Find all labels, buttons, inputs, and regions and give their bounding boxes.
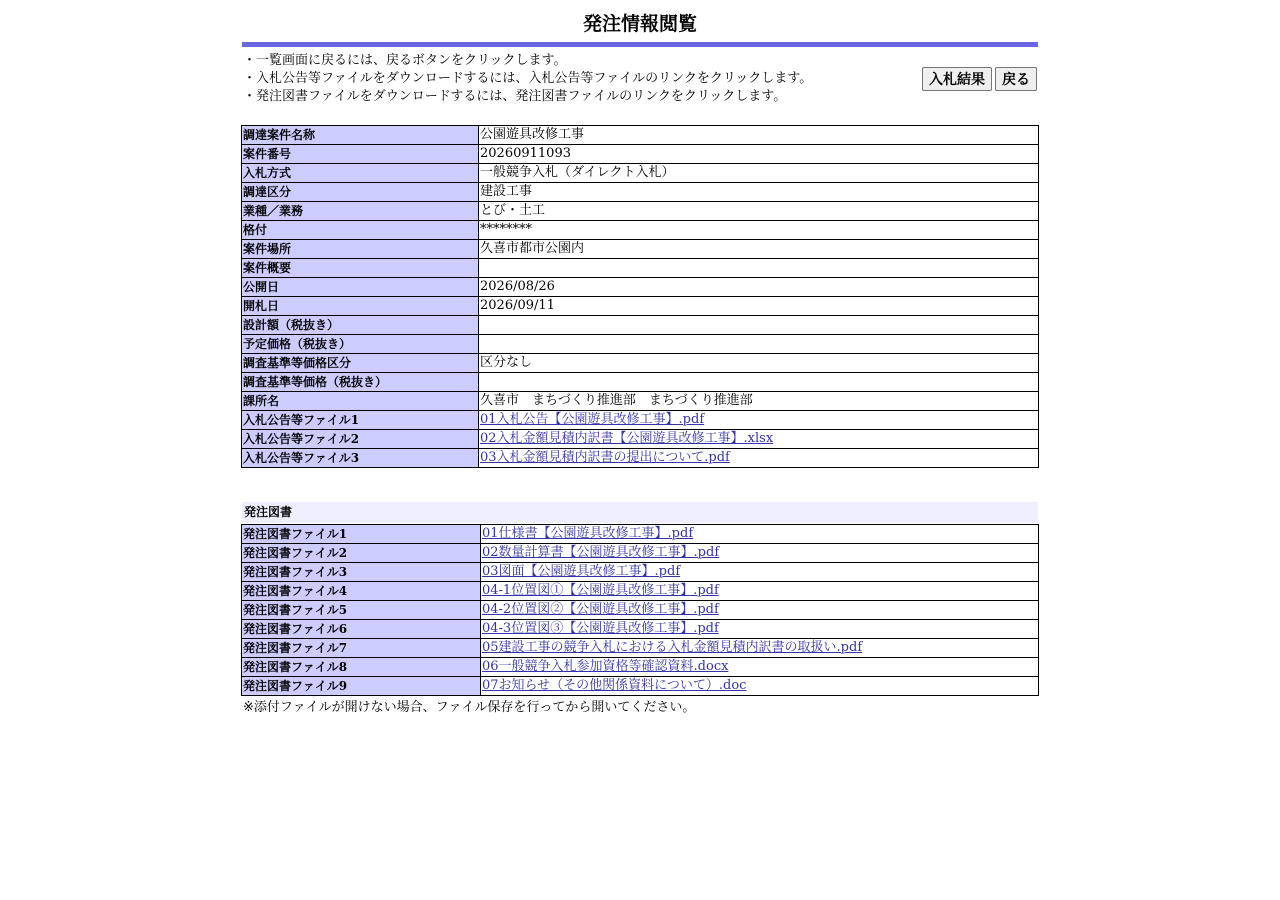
planned-price-value (479, 335, 1039, 354)
row-label: 発注図書ファイル6 (242, 620, 481, 639)
industry-value: とび・土工 (479, 202, 1039, 221)
row-label: 予定価格（税抜き） (242, 335, 479, 354)
table-row (242, 221, 1039, 240)
row-label: 入札方式 (242, 164, 479, 183)
row-label: 案件場所 (242, 240, 479, 259)
back-button[interactable]: 戻る (995, 67, 1037, 91)
document-file-cell (481, 525, 1039, 544)
notice-file-cell (479, 411, 1039, 430)
table-row (242, 240, 1039, 259)
notice-file-link-2[interactable]: 02入札金額見積内訳書【公園遊具改修工事】.xlsx (480, 431, 774, 446)
table-row (242, 449, 1039, 468)
row-label: 公開日 (242, 278, 479, 297)
button-group (922, 67, 1037, 91)
documents-section-header: 発注図書 (242, 502, 1038, 523)
table-row (242, 658, 1039, 677)
table-row (242, 620, 1039, 639)
survey-price-category-value: 区分なし (479, 354, 1039, 373)
document-file-cell (481, 563, 1039, 582)
row-label: 発注図書ファイル1 (242, 525, 481, 544)
row-label: 調査基準等価格区分 (242, 354, 479, 373)
row-label: 業種／業務 (242, 202, 479, 221)
row-label: 調達案件名称 (242, 126, 479, 145)
instruction-notice-files: ・入札公告等ファイルをダウンロードするには、入札公告等ファイルのリンクをクリックします。 (243, 71, 813, 86)
document-file-cell (481, 582, 1039, 601)
document-file-link-3[interactable]: 03図面【公園遊具改修工事】.pdf (482, 564, 681, 579)
design-amount-value (479, 316, 1039, 335)
table-row (242, 601, 1039, 620)
bid-result-button[interactable]: 入札結果 (922, 67, 992, 91)
row-label: 格付 (242, 221, 479, 240)
table-row (242, 373, 1039, 392)
row-label: 発注図書ファイル4 (242, 582, 481, 601)
table-row (242, 126, 1039, 145)
table-row (242, 639, 1039, 658)
location-value: 久喜市都市公園内 (479, 240, 1039, 259)
table-row (242, 183, 1039, 202)
row-label: 開札日 (242, 297, 479, 316)
case-name-value: 公園遊具改修工事 (479, 126, 1039, 145)
table-row (242, 354, 1039, 373)
document-file-link-9[interactable]: 07お知らせ（その他関係資料について）.doc (482, 678, 747, 693)
row-label: 発注図書ファイル5 (242, 601, 481, 620)
document-file-cell (481, 658, 1039, 677)
row-label: 調達区分 (242, 183, 479, 202)
table-row (242, 525, 1039, 544)
table-row (242, 259, 1039, 278)
row-label: 設計額（税抜き） (242, 316, 479, 335)
document-file-cell (481, 620, 1039, 639)
opening-date-value: 2026/09/11 (479, 297, 1039, 316)
table-row (242, 411, 1039, 430)
document-file-cell (481, 639, 1039, 658)
table-row (242, 316, 1039, 335)
notice-file-link-3[interactable]: 03入札金額見積内訳書の提出について.pdf (480, 450, 730, 465)
rating-value: ******** (479, 221, 1039, 240)
table-row (242, 563, 1039, 582)
table-row (242, 202, 1039, 221)
row-label: 発注図書ファイル2 (242, 544, 481, 563)
document-file-link-4[interactable]: 04-1位置図①【公園遊具改修工事】.pdf (482, 583, 719, 598)
instructions (241, 47, 1039, 113)
document-file-link-1[interactable]: 01仕様書【公園遊具改修工事】.pdf (482, 526, 694, 541)
table-row (242, 677, 1039, 696)
page-title: 発注情報閲覧 (582, 13, 697, 35)
document-file-link-8[interactable]: 06一般競争入札参加資格等確認資料.docx (482, 659, 729, 674)
table-row (242, 392, 1039, 411)
documents-table (241, 524, 1039, 696)
bid-method-value: 一般競争入札（ダイレクト入札） (479, 164, 1039, 183)
survey-price-value (479, 373, 1039, 392)
row-label: 発注図書ファイル3 (242, 563, 481, 582)
notice-file-cell (479, 449, 1039, 468)
notice-file-cell (479, 430, 1039, 449)
document-file-link-5[interactable]: 04-2位置図②【公園遊具改修工事】.pdf (482, 602, 719, 617)
department-value: 久喜市 まちづくり推進部 まちづくり推進部 (479, 392, 1039, 411)
row-label: 発注図書ファイル7 (242, 639, 481, 658)
table-row (242, 145, 1039, 164)
table-row (242, 335, 1039, 354)
document-file-link-7[interactable]: 05建設工事の競争入札における入札金額見積内訳書の取扱い.pdf (482, 640, 863, 655)
case-info-table (241, 125, 1039, 468)
row-label: 入札公告等ファイル1 (242, 411, 479, 430)
notice-file-link-1[interactable]: 01入札公告【公園遊具改修工事】.pdf (480, 412, 705, 427)
row-label: 案件概要 (242, 259, 479, 278)
table-row (242, 544, 1039, 563)
table-row (242, 430, 1039, 449)
instruction-back: ・一覧画面に戻るには、戻るボタンをクリックします。 (243, 53, 567, 68)
summary-value (479, 259, 1039, 278)
row-label: 案件番号 (242, 145, 479, 164)
case-number-value: 20260911093 (479, 145, 1039, 164)
document-file-cell (481, 544, 1039, 563)
document-file-cell (481, 677, 1039, 696)
procurement-category-value: 建設工事 (479, 183, 1039, 202)
row-label: 発注図書ファイル8 (242, 658, 481, 677)
attachment-note: ※添付ファイルが開けない場合、ファイル保存を行ってから開いてください。 (243, 700, 696, 715)
row-label: 発注図書ファイル9 (242, 677, 481, 696)
document-file-link-2[interactable]: 02数量計算書【公園遊具改修工事】.pdf (482, 545, 720, 560)
row-label: 課所名 (242, 392, 479, 411)
table-row (242, 164, 1039, 183)
document-file-link-6[interactable]: 04-3位置図③【公園遊具改修工事】.pdf (482, 621, 719, 636)
table-row (242, 297, 1039, 316)
publish-date-value: 2026/08/26 (479, 278, 1039, 297)
table-row (242, 582, 1039, 601)
row-label: 入札公告等ファイル3 (242, 449, 479, 468)
page-container (241, 0, 1039, 717)
table-row (242, 278, 1039, 297)
document-file-cell (481, 601, 1039, 620)
instruction-document-files: ・発注図書ファイルをダウンロードするには、発注図書ファイルのリンクをクリックします。 (243, 89, 787, 104)
row-label: 調査基準等価格（税抜き） (242, 373, 479, 392)
row-label: 入札公告等ファイル2 (242, 430, 479, 449)
